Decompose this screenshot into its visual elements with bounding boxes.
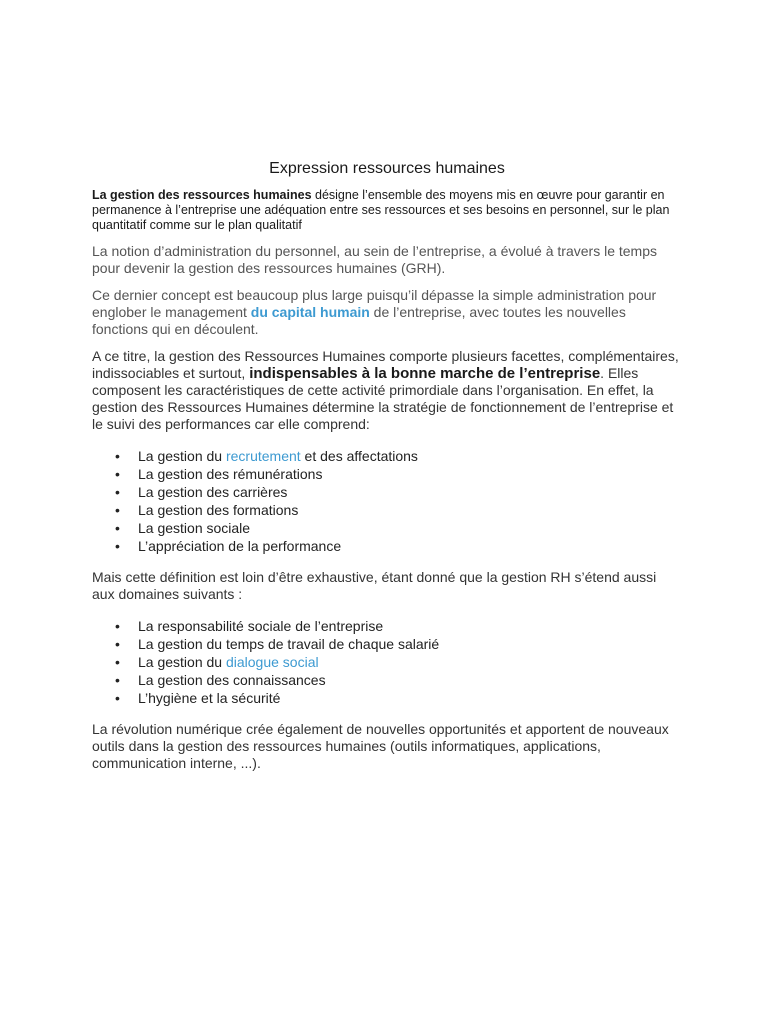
intro-bold: La gestion des ressources humaines bbox=[92, 188, 312, 202]
paragraph-2 bbox=[92, 287, 682, 338]
page-title: Expression ressources humaines bbox=[269, 160, 505, 177]
paragraph-2-before: Ce dernier concept est beaucoup plus large puisqu’il dépasse la simple administration pour englober le management bbox=[92, 287, 657, 320]
list-item: • L’hygiène et la sécurité bbox=[115, 690, 281, 706]
bullet-icon: • bbox=[115, 484, 120, 500]
bullet-icon: • bbox=[115, 448, 120, 464]
list-item: • La gestion des rémunérations bbox=[115, 466, 323, 482]
list-item: • La gestion des carrières bbox=[115, 484, 288, 500]
bullet-icon: • bbox=[115, 618, 120, 634]
paragraph-5: La révolution numérique crée également de nouvelles opportunités et apportent de nouveaux outils dans la gestion des ressources humaines (outils informatiques, applications, communication interne, ...). bbox=[92, 721, 669, 771]
list-item: • La gestion sociale bbox=[115, 520, 251, 536]
bullet-icon: • bbox=[115, 520, 120, 536]
list-item: • La gestion du recrutement et des affectations bbox=[115, 448, 418, 464]
bullet-icon: • bbox=[115, 466, 120, 482]
paragraph-4: Mais cette définition est loin d’être exhaustive, étant donné que la gestion RH s’étend aussi aux domaines suivants : bbox=[92, 569, 657, 602]
bullet-icon: • bbox=[115, 502, 120, 518]
intro-rest: désigne l’ensemble des moyens mis en œuvre pour garantir en permanence à l’entreprise une adéquation entre ses ressources et ses besoins en personnel, sur le plan quantitatif comme sur le plan qualitatif bbox=[92, 188, 670, 232]
domains-list bbox=[92, 617, 682, 707]
list-item: • L’appréciation de la performance bbox=[115, 538, 342, 554]
list-item: • La gestion du temps de travail de chaque salarié bbox=[115, 636, 440, 652]
list-item: • La gestion des formations bbox=[115, 502, 299, 518]
dialogue-social-link[interactable]: dialogue social bbox=[225, 654, 319, 670]
document-page bbox=[92, 160, 682, 782]
bullet-icon: • bbox=[115, 672, 120, 688]
list-item: • La gestion du dialogue social bbox=[115, 654, 319, 670]
intro-paragraph bbox=[92, 188, 682, 233]
paragraph-3-strong: indispensables à la bonne marche de l’entreprise bbox=[249, 365, 601, 382]
paragraph-3-before: A ce titre, la gestion des Ressources Humaines comporte plusieurs facettes, complémentaires, indissociables et surtout, bbox=[92, 348, 679, 381]
capital-humain-link[interactable]: du capital humain bbox=[250, 304, 370, 320]
list-item: • La gestion des connaissances bbox=[115, 672, 326, 688]
recrutement-link[interactable]: recrutement bbox=[225, 448, 301, 464]
paragraph-3 bbox=[92, 348, 682, 433]
bullet-icon: • bbox=[115, 690, 120, 706]
bullet-icon: • bbox=[115, 636, 120, 652]
functions-list bbox=[92, 447, 682, 555]
bullet-icon: • bbox=[115, 538, 120, 554]
list-item: • La responsabilité sociale de l’entreprise bbox=[115, 618, 384, 634]
paragraph-3-after: . Elles composent les caractéristiques de cette activité primordiale dans l’organisation. En effet, la gestion des Ressources Humaines détermine la stratégie de fonctionnement de l’entreprise et le suivi des performances car elle comprend: bbox=[92, 365, 674, 432]
paragraph-1: La notion d’administration du personnel, au sein de l’entreprise, a évolué à travers le temps pour devenir la gestion des ressources humaines (GRH). bbox=[92, 243, 657, 276]
bullet-icon: • bbox=[115, 654, 120, 670]
paragraph-2-after: de l’entreprise, avec toutes les nouvelles fonctions qui en découlent. bbox=[92, 304, 626, 337]
